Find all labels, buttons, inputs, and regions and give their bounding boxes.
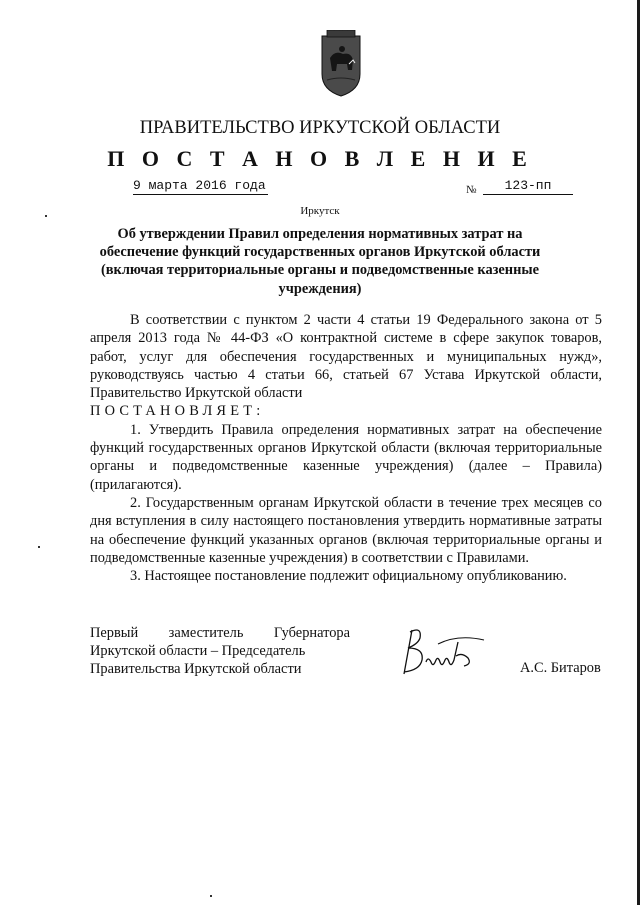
number-sign: № (466, 184, 477, 196)
position-line: Правительства Иркутской области (90, 661, 302, 678)
position-line: Первый заместитель Губернатора (90, 625, 350, 641)
decree-word: ПОСТАНОВЛЯЕТ: (90, 403, 265, 420)
document-city: Иркутск (300, 205, 340, 217)
document-body (90, 311, 602, 585)
signer-name: А.С. Битаров (520, 660, 601, 676)
document-heading: Об утверждении Правил определения нормативных затрат на обеспечение функций государственных органов Иркутской области (включая территориальные органы и подведомственные казенные учреждения) (99, 226, 541, 297)
item-paragraph: 2. Государственным органам Иркутской области в течение трех месяцев со дня вступления в силу настоящего постановления утвердить нормативные затраты на обеспечение функций указанных органов (включая территориальные органы и подведомственные казенные учреждения) в соответствии с Правилами. (90, 494, 602, 566)
position-line: Иркутской области – Председатель (90, 643, 306, 660)
scan-speck (210, 895, 212, 897)
signatory-position (90, 624, 350, 679)
document-number: 123-пп (483, 178, 573, 195)
preamble-paragraph: В соответствии с пунктом 2 части 4 статьи 19 Федерального закона от 5 апреля 2013 года № 44-ФЗ «О контрактной системе в сфере закупок товаров, работ, услуг для обеспечения государственных и муниципальных нужд», руководствуясь частью 4 статьи 66, статьей 67 Устава Иркутской области, Правительство Иркутской области (90, 312, 602, 402)
handwritten-signature (398, 622, 494, 682)
government-title: ПРАВИТЕЛЬСТВО ИРКУТСКОЙ ОБЛАСТИ (139, 118, 501, 138)
document-type: П О С Т А Н О В Л Е Н И Е (107, 146, 533, 171)
item-paragraph: 3. Настоящее постановление подлежит официальному опубликованию. (130, 568, 567, 585)
document-date: 9 марта 2016 года (133, 178, 268, 195)
item-paragraph: 1. Утвердить Правила определения нормативных затрат на обеспечение функций государственных органов Иркутской области (включая территориальные органы и подведомственные казенные учреждения) (далее – Правила) (прилагаются). (90, 421, 602, 493)
coat-of-arms-emblem (319, 30, 363, 98)
scan-speck (38, 546, 40, 548)
